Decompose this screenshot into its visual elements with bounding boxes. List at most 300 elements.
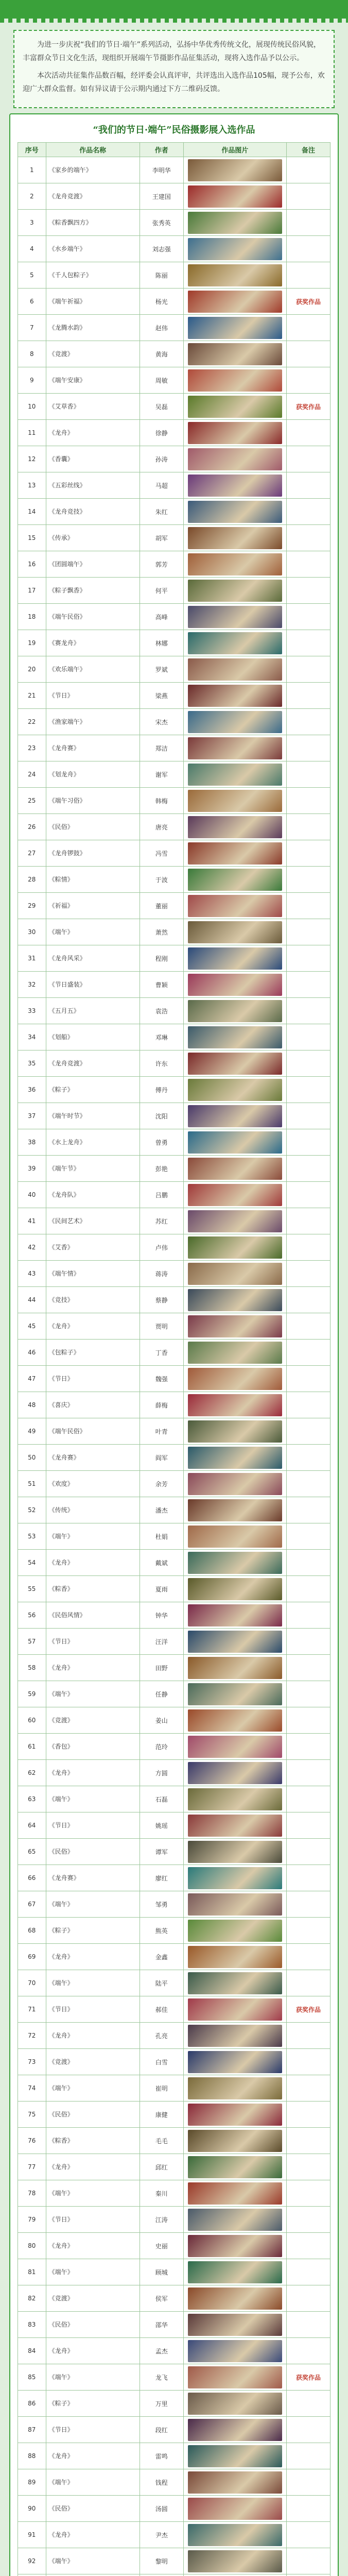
row-index: 65 bbox=[18, 1839, 46, 1865]
row-index: 13 bbox=[18, 472, 46, 499]
row-image-cell bbox=[183, 236, 286, 262]
row-image-cell bbox=[183, 945, 286, 972]
table-title: “我们的节日·端午”民俗摄影展入选作品 bbox=[93, 125, 255, 135]
row-note bbox=[286, 210, 330, 236]
photo-thumbnail[interactable] bbox=[188, 185, 282, 208]
row-note bbox=[286, 472, 330, 499]
row-author: 叶青 bbox=[140, 1418, 183, 1445]
row-image-cell bbox=[183, 1918, 286, 1944]
table-row bbox=[18, 2154, 330, 2180]
table-row bbox=[18, 1234, 330, 1261]
row-title: 《龙舟》 bbox=[46, 420, 140, 446]
row-image-cell bbox=[183, 1550, 286, 1576]
row-note bbox=[286, 998, 330, 1024]
row-title: 《端午安康》 bbox=[46, 367, 140, 394]
table-row bbox=[18, 1865, 330, 1891]
row-index: 34 bbox=[18, 1024, 46, 1050]
row-author: 杨光 bbox=[140, 289, 183, 315]
row-note bbox=[286, 1550, 330, 1576]
row-index: 9 bbox=[18, 367, 46, 394]
row-title: 《传统》 bbox=[46, 1497, 140, 1523]
row-note bbox=[286, 1024, 330, 1050]
photo-thumbnail[interactable] bbox=[188, 1657, 282, 1679]
row-title: 《节日》 bbox=[46, 2417, 140, 2443]
photo-thumbnail[interactable] bbox=[188, 1420, 282, 1443]
row-title: 《粽香》 bbox=[46, 1576, 140, 1602]
row-image-cell bbox=[183, 998, 286, 1024]
table-row bbox=[18, 289, 330, 315]
table-row bbox=[18, 1681, 330, 1707]
table-row bbox=[18, 814, 330, 840]
row-title: 《龙舟风采》 bbox=[46, 945, 140, 972]
table-row bbox=[18, 945, 330, 972]
row-author: 魏强 bbox=[140, 1366, 183, 1392]
row-index: 17 bbox=[18, 578, 46, 604]
row-author: 白雪 bbox=[140, 2049, 183, 2075]
row-note bbox=[286, 2233, 330, 2259]
photo-thumbnail[interactable] bbox=[188, 2077, 282, 2099]
table-row bbox=[18, 1576, 330, 1602]
photo-thumbnail[interactable] bbox=[188, 895, 282, 917]
row-index: 36 bbox=[18, 1077, 46, 1103]
row-image-cell bbox=[183, 1287, 286, 1313]
photo-thumbnail[interactable] bbox=[188, 2366, 282, 2388]
row-title: 《民俗》 bbox=[46, 2102, 140, 2128]
row-note bbox=[286, 2075, 330, 2102]
photo-thumbnail[interactable] bbox=[188, 1972, 282, 1994]
row-index: 87 bbox=[18, 2417, 46, 2443]
photo-thumbnail[interactable] bbox=[188, 947, 282, 970]
row-title: 《民俗》 bbox=[46, 2312, 140, 2338]
photo-thumbnail[interactable] bbox=[188, 2261, 282, 2283]
row-index: 88 bbox=[18, 2443, 46, 2469]
row-index: 70 bbox=[18, 1970, 46, 1996]
photo-thumbnail[interactable] bbox=[188, 2156, 282, 2178]
row-index: 52 bbox=[18, 1497, 46, 1523]
photo-thumbnail[interactable] bbox=[188, 1342, 282, 1364]
table-row bbox=[18, 2574, 330, 2576]
row-note bbox=[286, 1629, 330, 1655]
row-note: 获奖作品 bbox=[286, 2364, 330, 2391]
row-index: 28 bbox=[18, 867, 46, 893]
row-author: 梁燕 bbox=[140, 683, 183, 709]
photo-thumbnail[interactable] bbox=[188, 1210, 282, 1232]
row-index: 92 bbox=[18, 2548, 46, 2574]
row-index: 44 bbox=[18, 1287, 46, 1313]
row-image-cell bbox=[183, 1681, 286, 1707]
row-author: 董丽 bbox=[140, 893, 183, 919]
row-title: 《龙舟》 bbox=[46, 1313, 140, 1340]
table-row bbox=[18, 2548, 330, 2574]
table-row bbox=[18, 1050, 330, 1077]
photo-thumbnail[interactable] bbox=[188, 291, 282, 313]
table-row bbox=[18, 1655, 330, 1681]
table-row bbox=[18, 1497, 330, 1523]
photo-thumbnail[interactable] bbox=[188, 658, 282, 681]
photo-thumbnail[interactable] bbox=[188, 1578, 282, 1600]
row-author: 潘杰 bbox=[140, 1497, 183, 1523]
row-title: 《节日》 bbox=[46, 683, 140, 709]
row-author: 曹颖 bbox=[140, 972, 183, 998]
row-note bbox=[286, 1918, 330, 1944]
row-title: 《龙舟》 bbox=[46, 2023, 140, 2049]
photo-thumbnail[interactable] bbox=[188, 1053, 282, 1075]
photo-thumbnail[interactable] bbox=[188, 2025, 282, 2047]
photo-thumbnail[interactable] bbox=[188, 2182, 282, 2205]
row-index: 41 bbox=[18, 1208, 46, 1234]
row-title: 《香包》 bbox=[46, 1734, 140, 1760]
row-note bbox=[286, 2023, 330, 2049]
row-image-cell bbox=[183, 1970, 286, 1996]
row-index: 69 bbox=[18, 1944, 46, 1970]
photo-thumbnail[interactable] bbox=[188, 474, 282, 497]
photo-thumbnail[interactable] bbox=[188, 2471, 282, 2494]
table-row bbox=[18, 2023, 330, 2049]
photo-thumbnail[interactable] bbox=[188, 238, 282, 260]
photo-thumbnail[interactable] bbox=[188, 317, 282, 339]
photo-thumbnail[interactable] bbox=[188, 1841, 282, 1863]
photo-thumbnail[interactable] bbox=[188, 764, 282, 786]
table-row bbox=[18, 2102, 330, 2128]
photo-thumbnail[interactable] bbox=[188, 790, 282, 812]
row-image-cell bbox=[183, 499, 286, 525]
row-title: 《龙舟竞渡》 bbox=[46, 1050, 140, 1077]
photo-thumbnail[interactable] bbox=[188, 1893, 282, 1916]
row-title: 《粽子》 bbox=[46, 1918, 140, 1944]
row-index: 48 bbox=[18, 1392, 46, 1418]
photo-thumbnail[interactable] bbox=[188, 816, 282, 838]
table-row bbox=[18, 1287, 330, 1313]
photo-thumbnail[interactable] bbox=[188, 422, 282, 444]
row-title: 《节日》 bbox=[46, 1812, 140, 1839]
row-index: 33 bbox=[18, 998, 46, 1024]
photo-thumbnail[interactable] bbox=[188, 1526, 282, 1548]
photo-thumbnail[interactable] bbox=[188, 632, 282, 654]
photo-thumbnail[interactable] bbox=[188, 1946, 282, 1968]
row-title: 《端午民俗》 bbox=[46, 604, 140, 630]
photo-thumbnail[interactable] bbox=[188, 553, 282, 575]
intro-paragraph-1: 为进一步庆祝“我们的节日·端午”系列活动，弘扬中华优秀传统文化，展现传统民俗风貌，丰富群众节日文化生活，现组织开展端午节摄影作品征集活动，现将入选作品予以公示。 bbox=[23, 41, 321, 62]
row-index: 21 bbox=[18, 683, 46, 709]
row-index: 25 bbox=[18, 788, 46, 814]
row-author: 侯军 bbox=[140, 2285, 183, 2312]
table-row bbox=[18, 420, 330, 446]
row-title: 《龙舟》 bbox=[46, 2522, 140, 2548]
row-note bbox=[286, 1050, 330, 1077]
row-author: 周敏 bbox=[140, 367, 183, 394]
row-index: 16 bbox=[18, 551, 46, 578]
photo-thumbnail[interactable] bbox=[188, 343, 282, 365]
row-author: 谢军 bbox=[140, 761, 183, 788]
photo-thumbnail[interactable] bbox=[188, 1815, 282, 1837]
row-title: 《粽香飘四方》 bbox=[46, 210, 140, 236]
photo-thumbnail[interactable] bbox=[188, 737, 282, 759]
photo-thumbnail[interactable] bbox=[188, 1762, 282, 1784]
photo-thumbnail[interactable] bbox=[188, 1736, 282, 1758]
row-author: 何平 bbox=[140, 578, 183, 604]
table-row bbox=[18, 604, 330, 630]
row-note: 获奖作品 bbox=[286, 289, 330, 315]
row-index: 49 bbox=[18, 1418, 46, 1445]
table-row bbox=[18, 1445, 330, 1471]
row-title: 《端午》 bbox=[46, 2259, 140, 2285]
photo-thumbnail[interactable] bbox=[188, 1105, 282, 1127]
photo-thumbnail[interactable] bbox=[188, 1683, 282, 1705]
photo-thumbnail[interactable] bbox=[188, 2419, 282, 2441]
row-author: 汤圆 bbox=[140, 2496, 183, 2522]
photo-thumbnail[interactable] bbox=[188, 711, 282, 733]
row-note bbox=[286, 236, 330, 262]
photo-thumbnail[interactable] bbox=[188, 1788, 282, 1810]
row-title: 《端午情》 bbox=[46, 1261, 140, 1287]
table-row bbox=[18, 1629, 330, 1655]
photo-thumbnail[interactable] bbox=[188, 1473, 282, 1495]
table-row bbox=[18, 2285, 330, 2312]
row-note bbox=[286, 1681, 330, 1707]
photo-thumbnail[interactable] bbox=[188, 1000, 282, 1022]
row-index: 11 bbox=[18, 420, 46, 446]
row-author: 吕鹏 bbox=[140, 1182, 183, 1208]
row-author: 崔明 bbox=[140, 2075, 183, 2102]
photo-thumbnail[interactable] bbox=[188, 264, 282, 286]
row-index: 71 bbox=[18, 1996, 46, 2023]
row-index bbox=[18, 2574, 46, 2576]
table-row bbox=[18, 2391, 330, 2417]
row-note bbox=[286, 1156, 330, 1182]
photo-thumbnail[interactable] bbox=[188, 2209, 282, 2231]
row-image-cell bbox=[183, 1392, 286, 1418]
photo-thumbnail[interactable] bbox=[188, 1631, 282, 1653]
photo-thumbnail[interactable] bbox=[188, 1499, 282, 1521]
row-author: 郝佳 bbox=[140, 1996, 183, 2023]
photo-thumbnail[interactable] bbox=[188, 1263, 282, 1285]
row-author: 苏红 bbox=[140, 1208, 183, 1234]
row-title: 《端午时节》 bbox=[46, 1103, 140, 1129]
row-author: 姜山 bbox=[140, 1707, 183, 1734]
row-title: 《端午》 bbox=[46, 2364, 140, 2391]
row-index: 58 bbox=[18, 1655, 46, 1681]
row-index: 54 bbox=[18, 1550, 46, 1576]
table-row bbox=[18, 2469, 330, 2496]
photo-thumbnail[interactable] bbox=[188, 921, 282, 943]
photo-thumbnail[interactable] bbox=[188, 448, 282, 470]
table-row bbox=[18, 2496, 330, 2522]
row-author: 邓琳 bbox=[140, 1024, 183, 1050]
photo-thumbnail[interactable] bbox=[188, 2235, 282, 2257]
row-index: 76 bbox=[18, 2128, 46, 2154]
photo-thumbnail[interactable] bbox=[188, 1920, 282, 1942]
photo-thumbnail[interactable] bbox=[188, 1394, 282, 1416]
row-author: 毛毛 bbox=[140, 2128, 183, 2154]
photo-thumbnail[interactable] bbox=[188, 501, 282, 523]
ornament-divider bbox=[0, 19, 348, 23]
row-note bbox=[286, 1208, 330, 1234]
row-note bbox=[286, 945, 330, 972]
photo-thumbnail[interactable] bbox=[188, 1236, 282, 1259]
row-note bbox=[286, 578, 330, 604]
table-row bbox=[18, 1891, 330, 1918]
row-title: 《端午》 bbox=[46, 1523, 140, 1550]
row-author: 黎明 bbox=[140, 2548, 183, 2574]
row-index: 37 bbox=[18, 1103, 46, 1129]
row-note bbox=[286, 2391, 330, 2417]
table-row bbox=[18, 919, 330, 945]
photo-thumbnail[interactable] bbox=[188, 1131, 282, 1154]
photo-thumbnail[interactable] bbox=[188, 2445, 282, 2467]
row-note bbox=[286, 2417, 330, 2443]
photo-thumbnail[interactable] bbox=[188, 1315, 282, 1337]
row-image-cell bbox=[183, 1208, 286, 1234]
table-row bbox=[18, 1129, 330, 1156]
row-note bbox=[286, 1786, 330, 1812]
row-title: 《民俗》 bbox=[46, 814, 140, 840]
row-index: 55 bbox=[18, 1576, 46, 1602]
row-author: 曾勇 bbox=[140, 1129, 183, 1156]
row-image-cell bbox=[183, 1996, 286, 2023]
row-note bbox=[286, 735, 330, 761]
table-row bbox=[18, 2259, 330, 2285]
row-title: 《竞渡》 bbox=[46, 341, 140, 367]
row-image-cell bbox=[183, 761, 286, 788]
row-index: 90 bbox=[18, 2496, 46, 2522]
row-index: 59 bbox=[18, 1681, 46, 1707]
row-author: 孔亮 bbox=[140, 2023, 183, 2049]
photo-thumbnail[interactable] bbox=[188, 842, 282, 865]
row-image-cell bbox=[183, 1471, 286, 1497]
row-author: 方圆 bbox=[140, 1760, 183, 1786]
photo-thumbnail[interactable] bbox=[188, 1552, 282, 1574]
photo-thumbnail[interactable] bbox=[188, 2498, 282, 2520]
row-index: 67 bbox=[18, 1891, 46, 1918]
photo-thumbnail[interactable] bbox=[188, 1604, 282, 1626]
intro-paragraph-2: 本次活动共征集作品数百幅，经评委会认真评审，共评选出入选作品105幅，现予公布，欢迎广大群众监督。如有异议请于公示期内通过下方二维码反馈。 bbox=[23, 72, 325, 93]
row-title: 《民间艺术》 bbox=[46, 1208, 140, 1234]
photo-thumbnail[interactable] bbox=[188, 580, 282, 602]
photo-thumbnail[interactable] bbox=[188, 2287, 282, 2310]
row-title: 《端午》 bbox=[46, 919, 140, 945]
row-index: 26 bbox=[18, 814, 46, 840]
row-image-cell bbox=[183, 867, 286, 893]
row-note bbox=[286, 367, 330, 394]
table-row bbox=[18, 2207, 330, 2233]
row-title: 《团圆端午》 bbox=[46, 551, 140, 578]
photo-thumbnail[interactable] bbox=[188, 2340, 282, 2362]
row-title: 《传承》 bbox=[46, 525, 140, 551]
row-author: 廖红 bbox=[140, 1865, 183, 1891]
table-row bbox=[18, 998, 330, 1024]
photo-thumbnail[interactable] bbox=[188, 1026, 282, 1048]
photo-thumbnail[interactable] bbox=[188, 1709, 282, 1732]
row-note bbox=[286, 183, 330, 210]
row-index: 39 bbox=[18, 1156, 46, 1182]
row-note bbox=[286, 1865, 330, 1891]
row-author: 戴斌 bbox=[140, 1550, 183, 1576]
photo-thumbnail[interactable] bbox=[188, 369, 282, 392]
row-author: 金鑫 bbox=[140, 1944, 183, 1970]
row-author: 邵华 bbox=[140, 2312, 183, 2338]
row-image-cell bbox=[183, 420, 286, 446]
row-author: 傅丹 bbox=[140, 1077, 183, 1103]
table-row bbox=[18, 630, 330, 656]
photo-thumbnail[interactable] bbox=[188, 1368, 282, 1390]
photo-thumbnail[interactable] bbox=[188, 527, 282, 549]
row-image-cell bbox=[183, 525, 286, 551]
table-row bbox=[18, 1970, 330, 1996]
row-index: 4 bbox=[18, 236, 46, 262]
photo-thumbnail[interactable] bbox=[188, 2314, 282, 2336]
row-index: 73 bbox=[18, 2049, 46, 2075]
row-author: 马超 bbox=[140, 472, 183, 499]
row-image-cell bbox=[183, 2128, 286, 2154]
row-note bbox=[286, 1707, 330, 1734]
photo-thumbnail[interactable] bbox=[188, 1079, 282, 1101]
row-author: 郭芳 bbox=[140, 551, 183, 578]
row-image-cell bbox=[183, 2049, 286, 2075]
table-row bbox=[18, 2128, 330, 2154]
photo-thumbnail[interactable] bbox=[188, 606, 282, 628]
table-row bbox=[18, 1077, 330, 1103]
photo-thumbnail[interactable] bbox=[188, 1184, 282, 1206]
photo-thumbnail[interactable] bbox=[188, 2393, 282, 2415]
row-note bbox=[286, 1261, 330, 1287]
photo-thumbnail[interactable] bbox=[188, 1158, 282, 1180]
photo-thumbnail[interactable] bbox=[188, 869, 282, 891]
row-author: 赵伟 bbox=[140, 315, 183, 341]
row-index: 7 bbox=[18, 315, 46, 341]
row-note bbox=[286, 2496, 330, 2522]
photo-thumbnail[interactable] bbox=[188, 2524, 282, 2546]
row-note bbox=[286, 2180, 330, 2207]
photo-thumbnail[interactable] bbox=[188, 1289, 282, 1311]
row-image-cell bbox=[183, 2364, 286, 2391]
row-index: 23 bbox=[18, 735, 46, 761]
row-note bbox=[286, 499, 330, 525]
row-title: 《粽香》 bbox=[46, 2128, 140, 2154]
row-image-cell bbox=[183, 1234, 286, 1261]
photo-thumbnail[interactable] bbox=[188, 212, 282, 234]
row-image-cell bbox=[183, 788, 286, 814]
row-note bbox=[286, 1234, 330, 1261]
photo-thumbnail[interactable] bbox=[188, 2130, 282, 2152]
row-image-cell bbox=[183, 1156, 286, 1182]
row-title: 《竞渡》 bbox=[46, 2049, 140, 2075]
row-title: 《民俗》 bbox=[46, 1839, 140, 1865]
photo-thumbnail[interactable] bbox=[188, 2104, 282, 2126]
photo-thumbnail[interactable] bbox=[188, 396, 282, 418]
row-note bbox=[286, 683, 330, 709]
row-image-cell bbox=[183, 1313, 286, 1340]
row-title: 《端午》 bbox=[46, 1681, 140, 1707]
photo-thumbnail[interactable] bbox=[188, 1998, 282, 2021]
row-title: 《喜庆》 bbox=[46, 1392, 140, 1418]
row-title: 《龙舟》 bbox=[46, 1655, 140, 1681]
row-image-cell bbox=[183, 262, 286, 289]
row-index: 50 bbox=[18, 1445, 46, 1471]
row-image-cell bbox=[183, 341, 286, 367]
photo-thumbnail[interactable] bbox=[188, 974, 282, 996]
photo-thumbnail[interactable] bbox=[188, 1447, 282, 1469]
row-index: 62 bbox=[18, 1760, 46, 1786]
photo-thumbnail[interactable] bbox=[188, 685, 282, 707]
photo-thumbnail[interactable] bbox=[188, 2550, 282, 2572]
table-row bbox=[18, 578, 330, 604]
photo-thumbnail[interactable] bbox=[188, 2051, 282, 2073]
photo-thumbnail[interactable] bbox=[188, 1867, 282, 1889]
photo-thumbnail[interactable] bbox=[188, 159, 282, 181]
row-note bbox=[286, 551, 330, 578]
row-image-cell bbox=[183, 578, 286, 604]
row-image-cell bbox=[183, 394, 286, 420]
